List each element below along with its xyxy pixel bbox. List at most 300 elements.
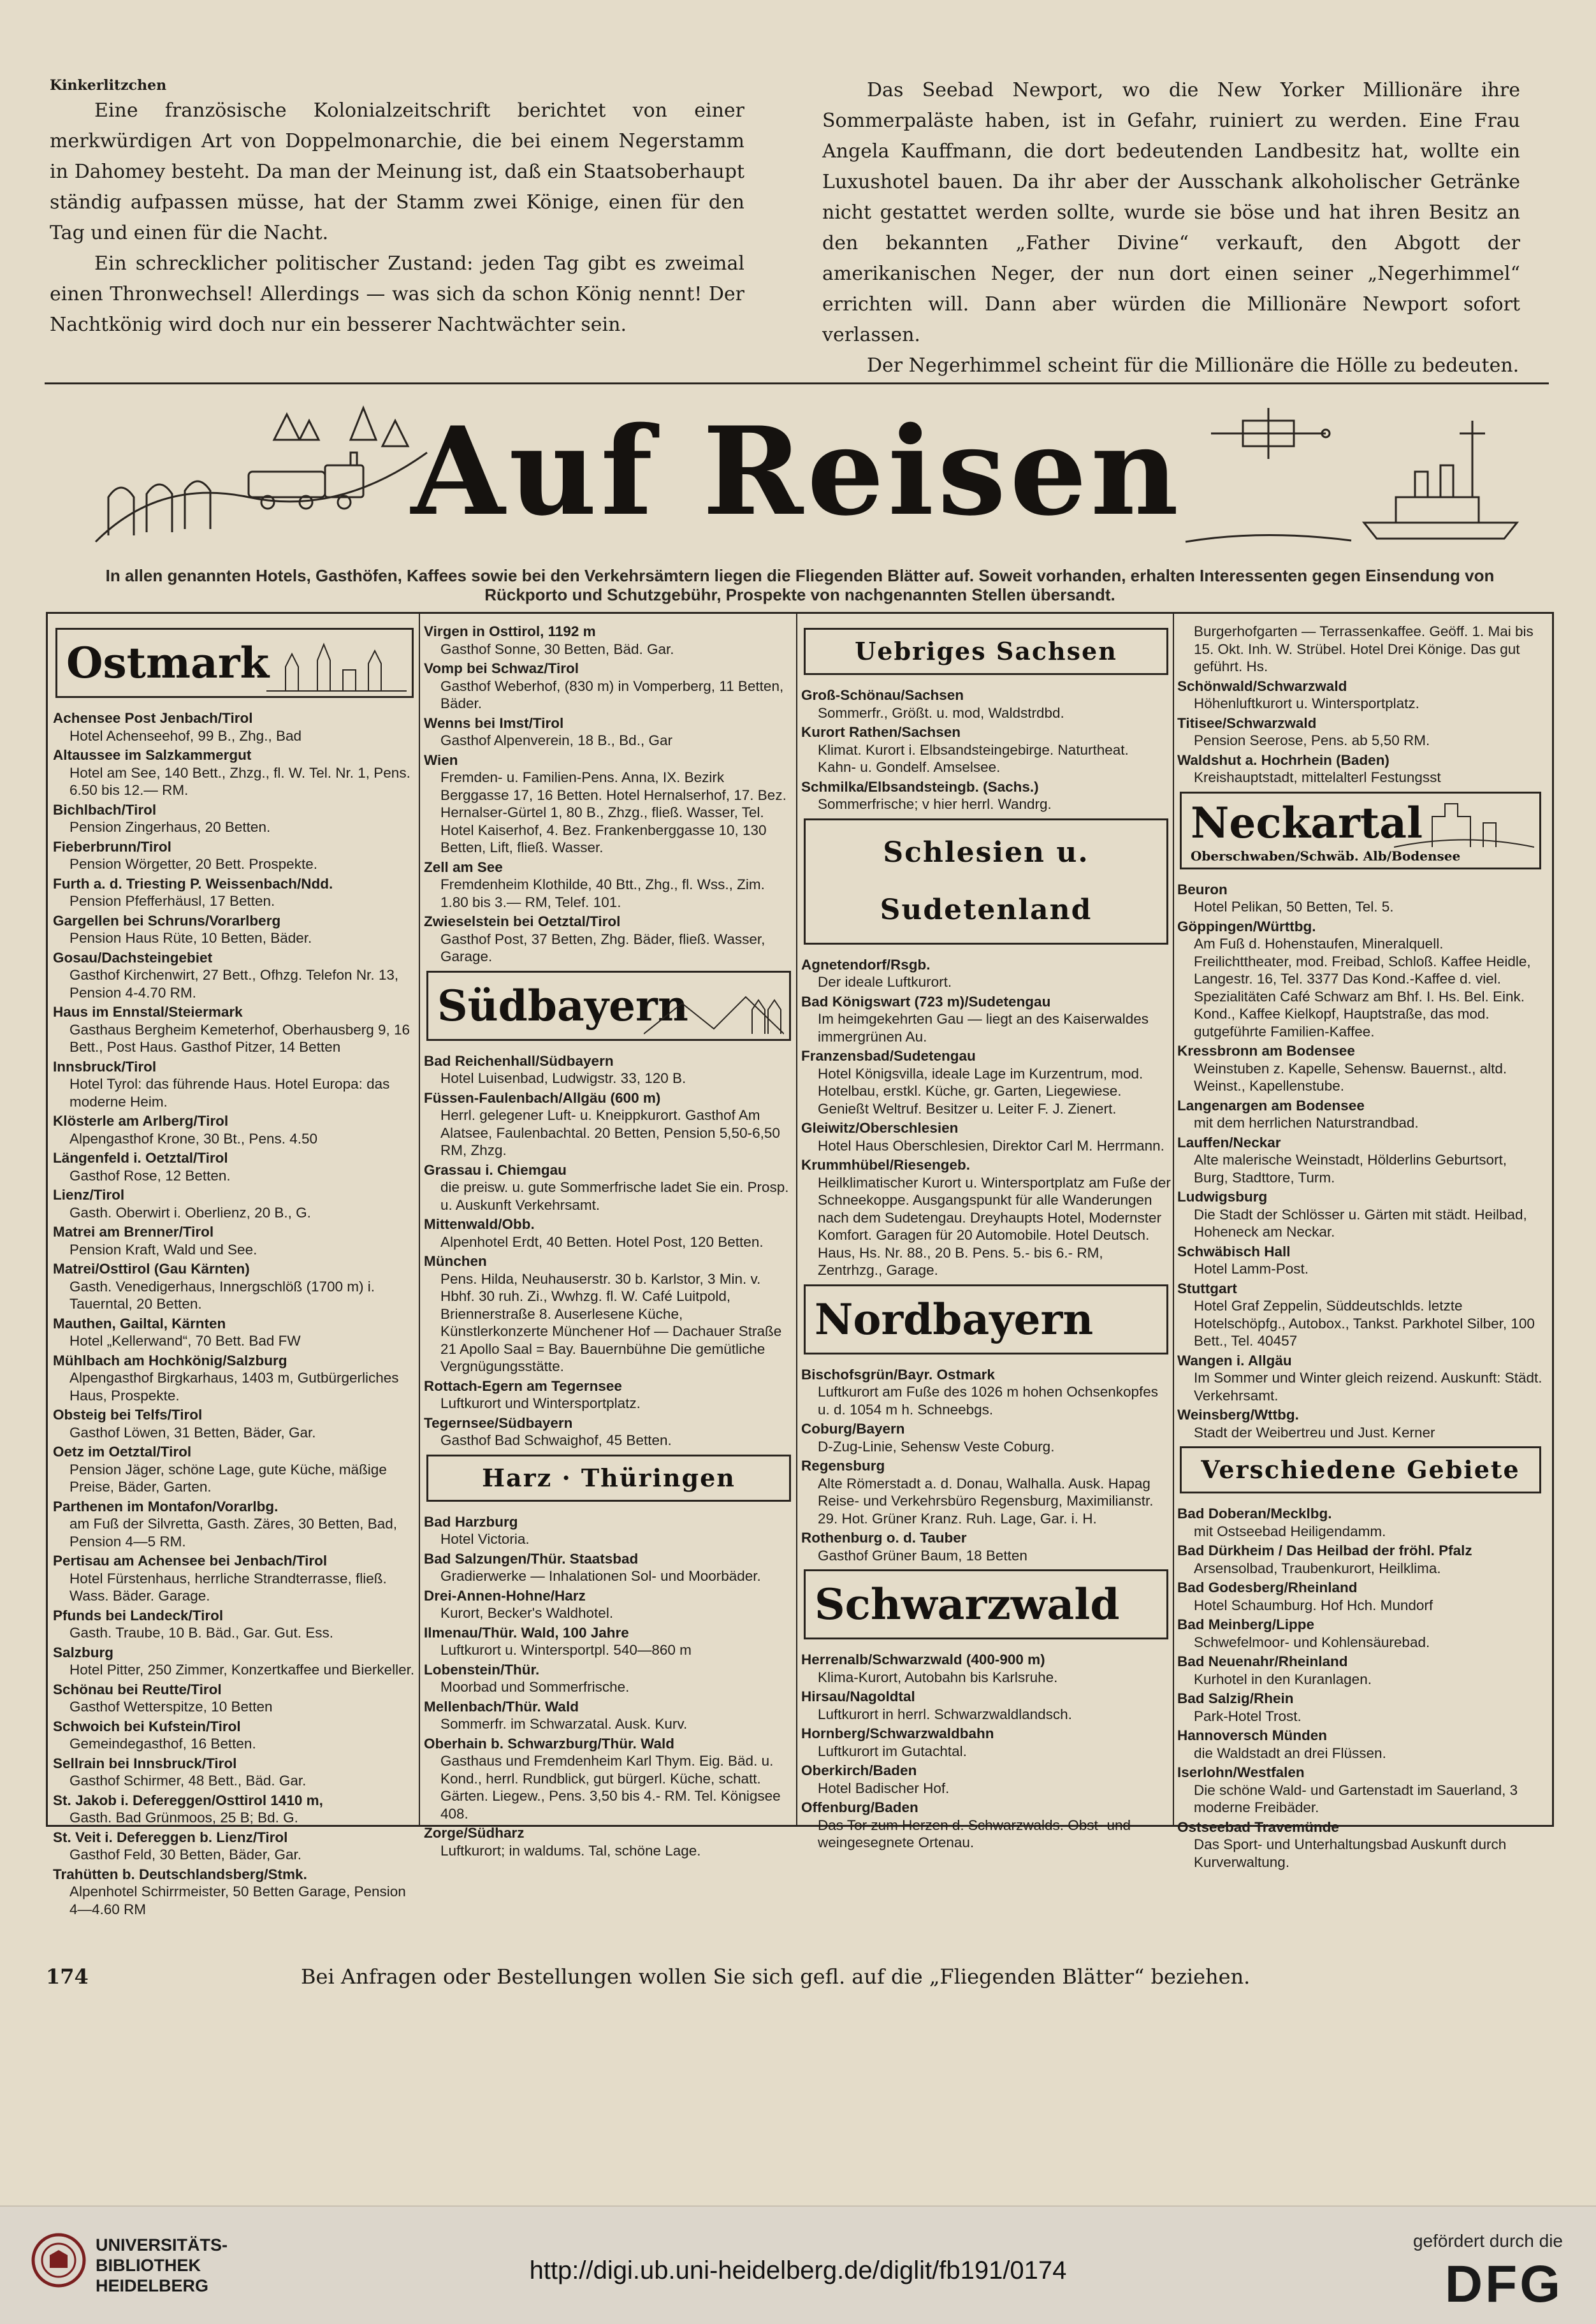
listing-entry — [1177, 1542, 1544, 1577]
region-header-schwarzwald — [804, 1569, 1168, 1639]
listing-entry — [424, 1550, 794, 1585]
listing-entry — [1177, 1505, 1544, 1540]
listing-place: Zell am See — [424, 859, 503, 875]
listing-place: Bad Salzig/Rhein — [1177, 1690, 1294, 1706]
listing-place: Altaussee im Salzkammergut — [53, 747, 252, 763]
listing-place: Offenburg/Baden — [801, 1799, 918, 1815]
prose-left-column — [50, 75, 744, 340]
listing-place: Matrei/Osttirol (Gau Kärnten) — [53, 1261, 250, 1277]
listing-entry — [801, 1047, 1171, 1117]
listing-detail: Luftkurort u. Wintersportpl. 540—860 m — [440, 1642, 692, 1658]
listing-place: Franzensbad/Sudetengau — [801, 1048, 976, 1064]
listing-place: Mittenwald/Obb. — [424, 1216, 535, 1232]
listing-column-2 — [424, 623, 794, 1861]
listing-entry — [53, 912, 416, 947]
listing-place: Pertisau am Achensee bei Jenbach/Tirol — [53, 1553, 328, 1569]
listing-detail: Moorbad und Sommerfrische. — [440, 1679, 630, 1695]
listing-detail: Luftkurort am Fuße des 1026 m hohen Ochsenkopfes u. d. 1054 m h. Schneebgs. — [818, 1384, 1159, 1418]
listing-detail: Kurhotel in den Kuranlagen. — [1194, 1671, 1372, 1687]
listing-entry — [1177, 1280, 1544, 1350]
listing-place: Oberhain b. Schwarzburg/Thür. Wald — [424, 1735, 674, 1752]
listing-entry — [1177, 1042, 1544, 1095]
entry-list — [53, 709, 416, 1918]
listing-place: Ostseebad Travemünde — [1177, 1819, 1339, 1835]
listing-detail: Gasthaus und Fremdenheim Karl Thym. Eig. Bäd. u. Kond., herrl. Rundblick, gut bürgerl. Küche, schatt. Gärten. Liegew., Pens. 3,50 bis 4.- RM. Tel. Königsee 408. — [440, 1753, 781, 1822]
listing-detail: Fremden- u. Familien-Pens. Anna, IX. Bezirk Berggasse 17, 16 Betten. Hotel Hernalserhof, 17. Bez. Hernalser-Gürtel 1, 80 B., Zhzg., fließ. Wasser, Tel. Hotel Kaiserhof, 4. Bez. Frankenberggasse 10, 130 Betten, Lift, fließ. Wasser. — [440, 769, 787, 855]
listing-place: Regensburg — [801, 1458, 885, 1474]
listing-entry — [53, 1644, 416, 1679]
listing-place: Schwäbisch Hall — [1177, 1243, 1291, 1260]
listing-entry — [53, 1681, 416, 1716]
listing-place: Trahütten b. Deutschlandsberg/Stmk. — [53, 1866, 307, 1882]
listing-entry — [53, 746, 416, 799]
listing-detail: Gasthof Post, 37 Betten, Zhg. Bäder, fließ. Wasser, Garage. — [440, 931, 765, 964]
listing-entry — [424, 623, 794, 658]
listing-detail: die preisw. u. gute Sommerfrische ladet Sie ein. Prosp. u. Auskunft Verkehrsamt. — [440, 1179, 789, 1213]
listing-entry — [801, 1119, 1171, 1154]
listing-detail: Hotel Fürstenhaus, herrliche Strandterrasse, fließ. Wass. Bäder. Garage. — [69, 1570, 387, 1604]
listing-entry — [424, 1698, 794, 1733]
listing-place: Hornberg/Schwarzwaldbahn — [801, 1725, 994, 1741]
listing-detail: Alte Römerstadt a. d. Donau, Walhalla. Ausk. Hapag Reise- und Verkehrsbüro Regensburg, Maximilianstr. 29. Hot. Grüner Kranz. Ruh. Lage, Gar. i. H. — [818, 1475, 1154, 1527]
listing-entry — [53, 949, 416, 1002]
listing-place: Titisee/Schwarzwald — [1177, 715, 1317, 731]
listing-entry — [1177, 1097, 1544, 1132]
listing-detail: Alte malerische Weinstadt, Hölderlins Geburtsort, Burg, Stadttore, Turm. — [1194, 1152, 1507, 1186]
listing-entry — [424, 1735, 794, 1823]
listing-place: Haus im Ennstal/Steiermark — [53, 1004, 243, 1020]
region-title: Nordbayern — [815, 1294, 1094, 1344]
listing-place: Groß-Schönau/Sachsen — [801, 687, 964, 703]
listing-detail: Pension Zingerhaus, 20 Betten. — [69, 819, 271, 835]
listing-place: Drei-Annen-Hohne/Harz — [424, 1587, 586, 1604]
region-header-verschiedene-gebiete — [1180, 1446, 1541, 1493]
listing-place: Bad Doberan/Mecklbg. — [1177, 1506, 1332, 1521]
entry-list — [1177, 881, 1544, 1442]
listing-place: Furth a. d. Triesting P. Weissenbach/Ndd. — [53, 875, 333, 892]
listing-place: Schmilka/Elbsandsteingb. (Sachs.) — [801, 778, 1039, 795]
listing-detail: Kreishauptstadt, mittelalterl Festungsst — [1194, 769, 1441, 785]
listing-place: Waldshut a. Hochrhein (Baden) — [1177, 752, 1389, 768]
region-subtitle: Oberschwaben/Schwäb. Alb/Bodensee — [1191, 848, 1461, 864]
listing-entry — [1177, 1579, 1544, 1614]
region-title: Schlesien u. Sudetenland — [880, 836, 1092, 926]
listing-column-3 — [801, 623, 1171, 1854]
listing-entry — [53, 1498, 416, 1551]
listing-detail: Pension Jäger, schöne Lage, gute Küche, mäßige Preise, Bäder, Garten. — [69, 1461, 387, 1495]
listing-entry — [53, 1607, 416, 1642]
listing-detail: Gasthof Kirchenwirt, 27 Bett., Ofhzg. Telefon Nr. 13, Pension 4-4.70 RM. — [69, 967, 399, 1001]
listing-entry — [424, 1089, 794, 1159]
listing-detail: Die schöne Wald- und Gartenstadt im Sauerland, 3 moderne Freibäder. — [1194, 1782, 1518, 1815]
listing-detail: Gasth. Bad Grünmoos, 25 B; Bd. G. — [69, 1810, 298, 1826]
listing-entry — [53, 1792, 416, 1827]
listing-detail: Arsensolbad, Traubenkurort, Heilklima. — [1194, 1560, 1441, 1576]
listing-detail: Im Sommer und Winter gleich reizend. Auskunft: Städt. Verkehrsamt. — [1194, 1370, 1542, 1404]
listing-entry — [424, 859, 794, 911]
listing-detail: Gasthof Rose, 12 Betten. — [69, 1167, 231, 1184]
listing-place: Bad Salzungen/Thür. Staatsbad — [424, 1550, 639, 1567]
listing-detail: Fremdenheim Klothilde, 40 Btt., Zhg., fl. Wss., Zim. 1.80 bis 3.— RM, Telef. 101. — [440, 876, 765, 910]
listing-place: Kurort Rathen/Sachsen — [801, 724, 961, 740]
listing-entry — [801, 1799, 1171, 1852]
listing-detail: Stadt der Weibertreu und Just. Kerner — [1194, 1424, 1435, 1441]
listing-detail: Gasthof Grüner Baum, 18 Betten — [818, 1547, 1027, 1564]
listing-place: Ludwigsburg — [1177, 1189, 1268, 1205]
listing-place: Achensee Post Jenbach/Tirol — [53, 710, 253, 726]
listing-detail: Hotel Haus Oberschlesien, Direktor Carl M. Herrmann. — [818, 1137, 1164, 1154]
listing-detail: Das Tor zum Herzen d. Schwarzwalds. Obst- und weingesegnete Ortenau. — [818, 1817, 1131, 1850]
listing-detail: Gasth. Oberwirt i. Oberlienz, 20 B., G. — [69, 1204, 311, 1221]
library-name-line: BIBLIOTHEK — [96, 2256, 201, 2275]
listing-detail: Burgerhofgarten — Terrassenkaffee. Geöff. 1. Mai bis 15. Okt. Inh. W. Strübel. Hotel Drei Könige. Das gut geführt. Hs. — [1194, 623, 1534, 674]
listing-detail: Pension Seerose, Pens. ab 5,50 RM. — [1194, 732, 1430, 748]
region-title: Neckartal — [1191, 797, 1423, 848]
region-header-uebriges-sachsen — [804, 628, 1168, 675]
listing-detail: Park-Hotel Trost. — [1194, 1708, 1302, 1724]
airplane-ship-illustration — [1173, 395, 1530, 548]
listing-detail: Gasthof Wetterspitze, 10 Betten — [69, 1699, 273, 1715]
prose-paragraph: Eine französische Kolonialzeitschrift berichtet von einer merkwürdigen Art von Doppelmonarchie, die bei einem Negerstamm in Dahomey besteht. Da man der Meinung ist, daß ein Staatsoberhaupt ständig aufpassen müsse, hat der Stamm zwei Könige, einen für den Tag und einen für die Nacht. — [50, 99, 744, 244]
listing-entry — [53, 1149, 416, 1184]
listing-entry — [53, 1112, 416, 1147]
entry-list — [801, 1651, 1171, 1852]
entry-list — [424, 623, 794, 966]
listing-entry — [801, 1651, 1171, 1686]
listing-entry — [53, 838, 416, 873]
listing-entry — [1177, 881, 1544, 916]
listing-entry — [1177, 1653, 1544, 1688]
prose-paragraph: Der Negerhimmel scheint für die Millionäre die Hölle zu bedeuten. — [867, 354, 1520, 377]
listing-place: Mühlbach am Hochkönig/Salzburg — [53, 1352, 287, 1369]
listing-detail: Alpengasthof Birgkarhaus, 1403 m, Gutbürgerliches Haus, Prospekte. — [69, 1370, 399, 1404]
listing-place: Ilmenau/Thür. Wald, 100 Jahre — [424, 1624, 629, 1641]
listing-entry — [424, 752, 794, 857]
listing-entry — [1177, 1188, 1544, 1241]
listing-entry — [1177, 918, 1544, 1041]
listing-entry — [1177, 752, 1544, 787]
region-header-harz-thueringen — [426, 1455, 791, 1502]
listing-detail: Die Stadt der Schlösser u. Gärten mit städt. Heilbad, Hoheneck am Neckar. — [1194, 1206, 1527, 1240]
listing-entry — [801, 1156, 1171, 1279]
listing-place: Bad Godesberg/Rheinland — [1177, 1580, 1358, 1595]
listing-detail: Alpenhotel Erdt, 40 Betten. Hotel Post, 120 Betten. — [440, 1233, 764, 1250]
region-header-suedbayern — [426, 971, 791, 1041]
entry-list — [801, 1366, 1171, 1565]
listing-place: Bad Dürkheim / Das Heilbad der fröhl. Pfalz — [1177, 1543, 1472, 1558]
listing-entry — [53, 1315, 416, 1350]
castle-icon — [1394, 797, 1534, 848]
listing-detail: Hotel Pitter, 250 Zimmer, Konzertkaffee und Bierkeller. — [69, 1662, 415, 1678]
listing-place: München — [424, 1253, 487, 1269]
listing-detail: D-Zug-Linie, Sehensw Veste Coburg. — [818, 1438, 1055, 1455]
listing-place: Hannoversch Münden — [1177, 1727, 1328, 1743]
listing-detail: Gasth. Traube, 10 B. Bäd., Gar. Gut. Ess. — [69, 1625, 333, 1641]
listing-place: Bad Königswart (723 m)/Sudetengau — [801, 993, 1051, 1010]
listing-place: Gargellen bei Schruns/Vorarlberg — [53, 912, 281, 929]
listing-detail: Gasthof Schirmer, 48 Bett., Bäd. Gar. — [69, 1773, 307, 1789]
listing-place: Zwieselstein bei Oetztal/Tirol — [424, 913, 621, 929]
listing-detail: Pension Haus Rüte, 10 Betten, Bäder. — [69, 930, 312, 946]
listing-detail: mit dem herrlichen Naturstrandbad. — [1194, 1115, 1419, 1131]
region-title: Ostmark — [66, 638, 270, 688]
listing-place: Fieberbrunn/Tirol — [53, 838, 171, 855]
listing-entry — [1177, 1134, 1544, 1187]
listing-entry — [1177, 1406, 1544, 1441]
listing-detail: mit Ostseebad Heiligendamm. — [1194, 1523, 1386, 1539]
listing-place: Gleiwitz/Oberschlesien — [801, 1120, 959, 1136]
listing-detail: Herrl. gelegener Luft- u. Kneippkurort. Gasthof Am Alatsee, Faulenbachtal. 20 Betten, Pension 5,50-6,50 RM, Zhzg. — [440, 1107, 780, 1158]
listing-entry — [801, 1457, 1171, 1527]
listing-place: Stuttgart — [1177, 1280, 1237, 1296]
digital-collection-link[interactable]: http://digi.ub.uni-heidelberg.de/diglit/fb191/0174 — [529, 2256, 1067, 2284]
listing-detail: Hotel Victoria. — [440, 1531, 530, 1547]
prose-paragraph: Ein schrecklicher politischer Zustand: jeden Tag gibt es zweimal einen Thronwechsel! Allerdings — was sich da schon König nennt! Der Nachtkönig wird doch nur ein besserer Nachtwächter sein. — [50, 252, 744, 336]
listing-column-4 — [1177, 623, 1544, 1873]
listing-entry — [424, 1377, 794, 1413]
listing-detail: Gasthof Bad Schwaighof, 45 Betten. — [440, 1432, 672, 1448]
listing-place: Hirsau/Nagoldtal — [801, 1689, 915, 1704]
listing-entry — [53, 1552, 416, 1605]
entry-list — [1177, 623, 1544, 787]
listing-detail: Am Fuß d. Hohenstaufen, Mineralquell. Freilichttheater, mod. Freibad, Schloß. Kaffee Heidle, Langestr. 16, Tel. 3377 Das Kond.-Kaffee d. viel. Spezialitäten Café Schwarz am Bhf. I. Hs. Bel. Eink. Kond., Kaffee Kielkopf, Hauptstraße, das mod. gutgeführte Familien-Kaffee. — [1194, 936, 1531, 1040]
listing-entry — [1177, 1764, 1544, 1817]
listing-entry — [801, 1420, 1171, 1455]
listing-entry — [53, 709, 416, 744]
listing-entry — [424, 913, 794, 966]
listing-detail: Hotel Tyrol: das führende Haus. Hotel Europa: das moderne Heim. — [69, 1076, 390, 1110]
listing-place: Bad Neuenahr/Rheinland — [1177, 1653, 1348, 1669]
listing-entry — [53, 1866, 416, 1919]
listing-detail: Alpenhotel Schirrmeister, 50 Betten Garage, Pension 4—4.60 RM — [69, 1884, 406, 1917]
listing-entry — [424, 1824, 794, 1859]
listing-entry — [53, 1260, 416, 1313]
listing-place: St. Veit i. Defereggen b. Lienz/Tirol — [53, 1829, 288, 1845]
listing-detail: Hotel Achenseehof, 99 B., Zhg., Bad — [69, 727, 301, 744]
travel-listings — [46, 612, 1554, 1917]
listing-detail: Sommerfr. im Schwarzatal. Ausk. Kurv. — [440, 1716, 688, 1732]
listing-detail: Pens. Hilda, Neuhauserstr. 30 b. Karlstor, 3 Min. v. Hbhf. 30 ruh. Zi., Wwhzg. fl. W. Café Luitpold, Briennerstraße 8. Auserlesene Küche, Künstlerkonzerte Münchener Hof — Dachauer Straße 21 Apollo Saal = Bay. Bauernbühne Die gemütliche Vergnügungsstätte. — [440, 1270, 782, 1374]
listing-place: Rothenburg o. d. Tauber — [801, 1530, 967, 1546]
listing-entry — [53, 801, 416, 836]
listing-place: Bad Harzburg — [424, 1513, 518, 1530]
listing-place: Wien — [424, 752, 458, 768]
listing-place: Innsbruck/Tirol — [53, 1058, 157, 1075]
listing-entry — [801, 686, 1171, 722]
entry-list — [801, 686, 1171, 813]
listing-detail: Gasthof Löwen, 31 Betten, Bäder, Gar. — [69, 1424, 316, 1441]
listing-detail: Sommerfr., Größt. u. mod, Waldstrdbd. — [818, 704, 1064, 721]
listing-place: Parthenen im Montafon/Vorarlbg. — [53, 1498, 279, 1514]
listing-entry — [801, 778, 1171, 813]
listing-detail: Gasthof Weberhof, (830 m) in Vomperberg, 11 Betten, Bäder. — [440, 678, 784, 711]
listing-entry — [424, 715, 794, 750]
listing-place: Rottach-Egern am Tegernsee — [424, 1377, 622, 1394]
listing-entry — [424, 660, 794, 713]
listing-detail: Gasth. Venedigerhaus, Innergschlöß (1700 m) i. Tauerntal, 20 Betten. — [69, 1278, 375, 1312]
listing-entry — [53, 1058, 416, 1111]
listing-place: Bischofsgrün/Bayr. Ostmark — [801, 1366, 995, 1383]
listing-entry — [53, 1718, 416, 1753]
listing-detail: Alpengasthof Krone, 30 Bt., Pens. 4.50 — [69, 1130, 318, 1147]
listing-place: Längenfeld i. Oetztal/Tirol — [53, 1150, 228, 1166]
listing-entry — [801, 993, 1171, 1046]
library-name-line: UNIVERSITÄTS- — [96, 2235, 228, 2255]
listing-entry — [53, 875, 416, 910]
region-header-nordbayern — [804, 1284, 1168, 1354]
listing-detail: Das Sport- und Unterhaltungsbad Auskunft durch Kurverwaltung. — [1194, 1836, 1507, 1870]
listing-place: Herrenalb/Schwarzwald (400-900 m) — [801, 1652, 1045, 1667]
listing-place: Göppingen/Württbg. — [1177, 918, 1316, 934]
listing-entry — [424, 1414, 794, 1449]
listing-detail: Im heimgekehrten Gau — liegt an des Kaiserwaldes immergrünen Au. — [818, 1011, 1149, 1045]
listing-detail: Höhenluftkurort u. Wintersportplatz. — [1194, 695, 1419, 711]
listing-detail: Klimat. Kurort i. Elbsandsteingebirge. Naturtheat. Kahn- u. Gondelf. Amselsee. — [818, 741, 1129, 775]
listing-entry — [424, 1661, 794, 1696]
listing-place: Mellenbach/Thür. Wald — [424, 1698, 579, 1715]
listing-place: Bad Meinberg/Lippe — [1177, 1616, 1315, 1632]
listing-entry — [424, 1624, 794, 1659]
listing-detail: Gasthof Feld, 30 Betten, Bäder, Gar. — [69, 1847, 301, 1863]
banner-intro-text: In allen genannten Hotels, Gasthöfen, Kaffees sowie bei den Verkehrsämtern liegen die Fliegenden Blätter auf. Soweit vorhanden, erhalten Interessenten gegen Einsendung von Rückporto und Schutzgebühr, Prospekte von nachgenannten Stellen übersandt. — [105, 566, 1495, 604]
listing-entry — [1177, 678, 1544, 713]
listing-place: Agnetendorf/Rsgb. — [801, 956, 931, 973]
listing-place: Füssen-Faulenbach/Allgäu (600 m) — [424, 1089, 661, 1106]
listing-entry — [424, 1513, 794, 1548]
listing-place: Kressbronn am Bodensee — [1177, 1043, 1355, 1059]
listing-entry — [801, 956, 1171, 991]
listing-place: Oberkirch/Baden — [801, 1762, 917, 1778]
page-number: 174 — [46, 1965, 89, 1989]
listing-place: Wenns bei Imst/Tirol — [424, 715, 564, 731]
entry-list — [801, 956, 1171, 1279]
listing-entry — [53, 1223, 416, 1258]
listing-detail: Heilklimatischer Kurort u. Wintersportplatz am Fuße der Schneekoppe. Ausgangspunkt für alle Wanderungen nach dem Sudetengau. Dreyhaupts Hotel, Modernster Komfort. Garagen für 20 Automobile. Hotel Deutsch. Haus, Hs. Nr. 88., 20 B. Pens. 5.- bis 6.- RM, Zentrhzg., Garage. — [818, 1174, 1171, 1278]
library-name-line: HEIDELBERG — [96, 2276, 209, 2295]
listing-place: Pfunds bei Landeck/Tirol — [53, 1607, 224, 1623]
region-header-schlesien — [804, 818, 1168, 945]
listing-place: Mauthen, Gailtal, Kärnten — [53, 1315, 226, 1332]
listing-entry — [1177, 715, 1544, 750]
listing-entry — [424, 1161, 794, 1214]
listing-entry — [1177, 1243, 1544, 1278]
banner-rule — [45, 382, 1549, 384]
region-title: Harz · Thüringen — [482, 1463, 736, 1492]
listing-place: Lienz/Tirol — [53, 1187, 125, 1203]
listing-entry — [801, 1725, 1171, 1760]
city-skyline-icon — [266, 641, 407, 692]
region-title: Südbayern — [437, 980, 688, 1031]
listing-entry — [424, 1253, 794, 1376]
listing-place: Grassau i. Chiemgau — [424, 1161, 567, 1178]
listing-entry — [53, 1829, 416, 1864]
listing-detail: Pension Kraft, Wald und See. — [69, 1241, 258, 1258]
listing-place: Weinsberg/Wttbg. — [1177, 1407, 1299, 1423]
listing-place: Matrei am Brenner/Tirol — [53, 1224, 214, 1240]
mountain-church-icon — [644, 984, 784, 1035]
listing-place: Zorge/Südharz — [424, 1825, 525, 1841]
listing-detail: Hotel Badischer Hof. — [818, 1780, 950, 1796]
listing-place: Coburg/Bayern — [801, 1421, 905, 1437]
listing-place: Klösterle am Arlberg/Tirol — [53, 1113, 229, 1129]
prose-right-column — [822, 75, 1520, 381]
listing-detail: Klima-Kurort, Autobahn bis Karlsruhe. — [818, 1669, 1058, 1685]
listing-place: Sellrain bei Innsbruck/Tirol — [53, 1755, 237, 1771]
column-divider — [796, 614, 797, 1825]
listing-detail: Gasthof Sonne, 30 Betten, Bäd. Gar. — [440, 641, 674, 657]
region-title: Schwarzwald — [815, 1580, 1120, 1629]
listing-detail: Der ideale Luftkurort. — [818, 974, 952, 990]
listing-detail: Luftkurort im Gutachtal. — [818, 1743, 967, 1759]
listing-detail: Gasthaus Bergheim Kemeterhof, Oberhausberg 9, 16 Bett., Post Haus. Gasthof Pitzer, 14 Betten — [69, 1021, 410, 1055]
listing-entry — [53, 1406, 416, 1441]
listing-place: Obsteig bei Telfs/Tirol — [53, 1407, 203, 1423]
listing-entry — [53, 1186, 416, 1221]
listing-entry — [1177, 623, 1544, 676]
listing-place: Iserlohn/Westfalen — [1177, 1764, 1305, 1780]
listing-entry — [1177, 1727, 1544, 1762]
listing-place: Lobenstein/Thür. — [424, 1661, 540, 1678]
listing-place: Salzburg — [53, 1644, 114, 1660]
kicker-heading: Kinkerlitzchen — [50, 77, 167, 94]
listing-entry — [53, 1443, 416, 1496]
library-footer-bar — [0, 2205, 1596, 2324]
listing-detail: die Waldstadt an drei Flüssen. — [1194, 1745, 1386, 1761]
listing-place: Lauffen/Neckar — [1177, 1134, 1281, 1151]
listing-detail: Hotel Pelikan, 50 Betten, Tel. 5. — [1194, 899, 1394, 915]
entry-list — [1177, 1505, 1544, 1871]
listing-detail: Sommerfrische; v hier herrl. Wandrg. — [818, 796, 1052, 812]
listing-place: Bad Reichenhall/Südbayern — [424, 1052, 614, 1069]
listing-place: Schönau bei Reutte/Tirol — [53, 1681, 222, 1697]
listing-place: Schönwald/Schwarzwald — [1177, 678, 1347, 694]
listing-place: Bichlbach/Tirol — [53, 801, 157, 818]
listing-entry — [1177, 1690, 1544, 1725]
listing-detail: Luftkurort und Wintersportplatz. — [440, 1395, 641, 1411]
entry-list — [424, 1052, 794, 1449]
listing-place: Schwoich bei Kufstein/Tirol — [53, 1718, 241, 1734]
listing-place: Oetz im Oetztal/Tirol — [53, 1444, 192, 1460]
listing-entry — [53, 1352, 416, 1405]
region-title: Uebriges Sachsen — [855, 637, 1117, 665]
listing-entry — [53, 1755, 416, 1790]
listing-entry — [801, 723, 1171, 776]
listing-detail: Pension Wörgetter, 20 Bett. Prospekte. — [69, 856, 317, 872]
listing-place: Tegernsee/Südbayern — [424, 1414, 573, 1431]
listing-detail: Hotel am See, 140 Bett., Zhzg., fl. W. Tel. Nr. 1, Pens. 6.50 bis 12.— RM. — [69, 764, 410, 798]
travel-banner — [45, 382, 1549, 551]
listing-entry — [424, 1587, 794, 1622]
listing-detail: Kurort, Becker's Waldhotel. — [440, 1605, 614, 1621]
entry-list — [424, 1513, 794, 1860]
listing-entry — [53, 1003, 416, 1056]
listing-entry — [1177, 1616, 1544, 1651]
listing-place: Wangen i. Allgäu — [1177, 1352, 1292, 1369]
listing-place: Vomp bei Schwaz/Tirol — [424, 660, 579, 676]
listing-place: St. Jakob i. Defereggen/Osttirol 1410 m, — [53, 1792, 323, 1808]
listing-entry — [801, 1762, 1171, 1797]
footer-note: Bei Anfragen oder Bestellungen wollen Sie sich gefl. auf die „Fliegenden Blätter“ beziehen. — [301, 1965, 1251, 1989]
listing-entry — [1177, 1819, 1544, 1871]
dfg-logo: DFG — [1444, 2255, 1563, 2313]
listing-detail: Luftkurort; in waldums. Tal, schöne Lage. — [440, 1842, 701, 1859]
listing-place: Krummhübel/Riesengeb. — [801, 1157, 971, 1173]
listing-entry — [424, 1216, 794, 1251]
prose-paragraph: Das Seebad Newport, wo die New Yorker Millionäre ihre Sommerpaläste haben, ist in Gefahr, ruiniert zu werden. Eine Frau Angela Kauffmann, die dort bedeutenden Landbesitz hat, wollte ein Luxushotel bauen. Da ihr aber der Ausschank alkoholischer Getränke nicht gestattet werden sollte, wurde sie böse und hat ihren Besitz an den bekannten „Father Divine“ verkauft, den Abgott der amerikanischen Neger, der nun dort einen seiner „Negerhimmel“ errichten will. Dann aber würden die Millionäre Newport sofort verlassen. — [822, 79, 1520, 346]
listing-detail: Gradierwerke — Inhalationen Sol- und Moorbäder. — [440, 1568, 761, 1584]
column-divider — [1173, 614, 1174, 1825]
listing-column-1 — [53, 623, 416, 1920]
